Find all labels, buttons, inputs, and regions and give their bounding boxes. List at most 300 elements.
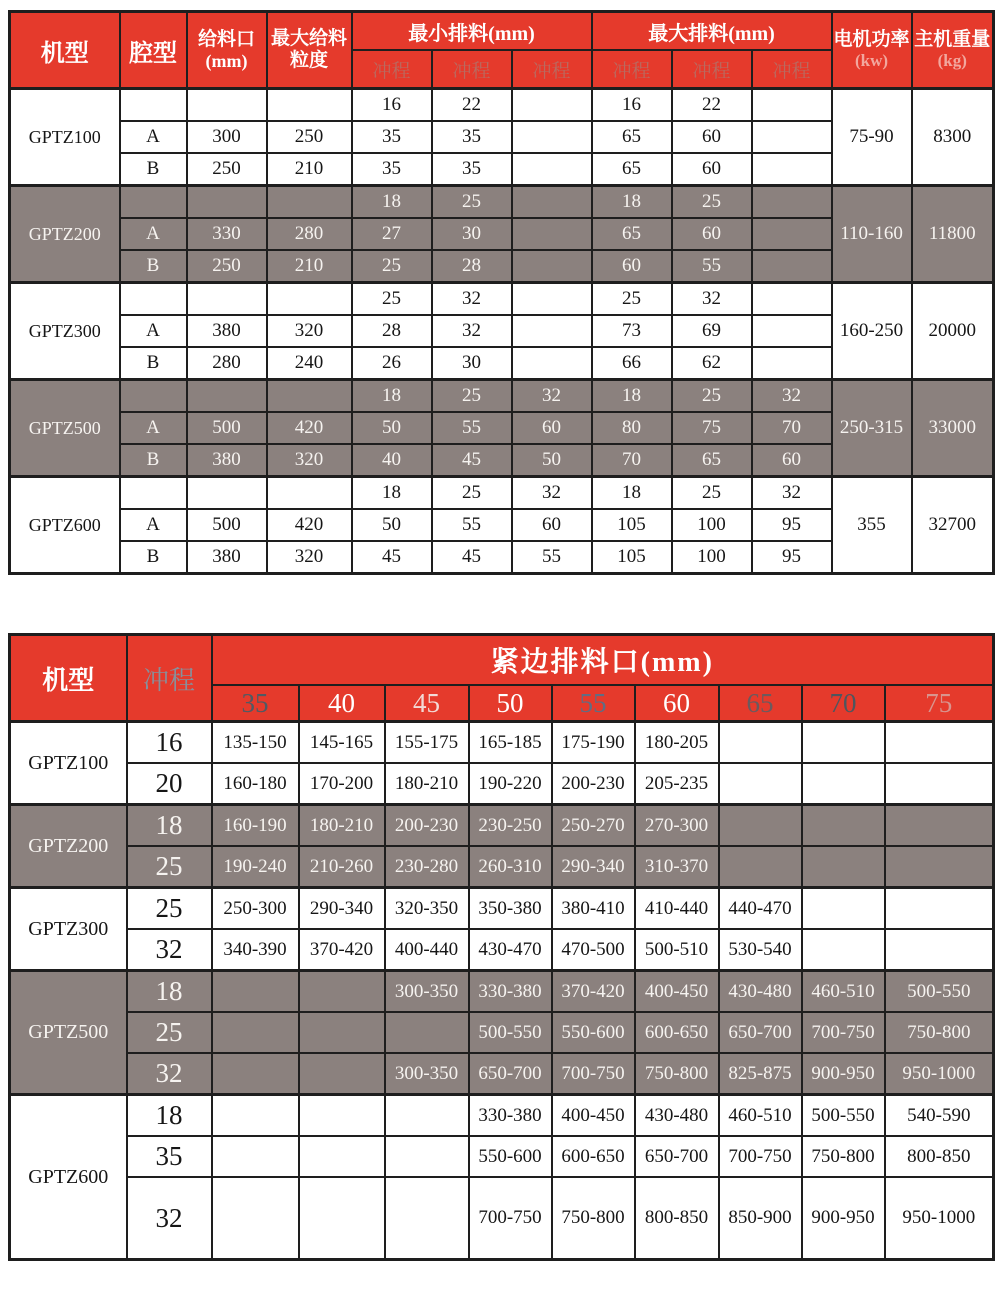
table-cell: 135-150 [212, 722, 299, 764]
table-cell [719, 846, 802, 888]
table-cell: 800-850 [635, 1177, 719, 1260]
table-cell: 55 [512, 541, 592, 574]
table-cell: 18 [352, 380, 432, 413]
table-cell [212, 1095, 299, 1137]
table-cell [512, 153, 592, 186]
main-spec-table-header [10, 12, 994, 89]
table-cell: 340-390 [212, 929, 299, 971]
header-discharge-opening-col: 50 [469, 685, 552, 722]
table-cell: 95 [752, 541, 832, 574]
table-cell [385, 1177, 469, 1260]
model-name: GPTZ600 [10, 1095, 127, 1260]
table-cell [512, 283, 592, 316]
table-row [10, 1012, 994, 1053]
table-cell: 500-550 [802, 1095, 885, 1137]
table-cell: 26 [352, 347, 432, 380]
table-cell [512, 186, 592, 219]
main-spec-table [8, 10, 995, 575]
table-cell: 750-800 [552, 1177, 635, 1260]
table-cell [187, 89, 267, 122]
table-cell: 950-1000 [885, 1177, 994, 1260]
table-cell: 380 [187, 444, 267, 477]
table-cell: 100 [672, 509, 752, 541]
motor-power-value: 160-250 [832, 283, 912, 380]
table-cell: 430-480 [719, 971, 802, 1013]
table-cell: 32 [512, 477, 592, 510]
weight-value: 32700 [912, 477, 994, 574]
table-cell: 22 [432, 89, 512, 122]
header-weight-label: 主机重量 [914, 29, 991, 51]
table-cell: 530-540 [719, 929, 802, 971]
table-cell: 650-700 [469, 1053, 552, 1095]
table-cell: 18 [592, 186, 672, 219]
table-cell: 65 [592, 153, 672, 186]
table-cell: 370-420 [299, 929, 385, 971]
table-cell [512, 250, 592, 283]
model-name: GPTZ100 [10, 89, 120, 186]
table-cell [299, 971, 385, 1013]
table-cell: 35 [432, 153, 512, 186]
stroke-value: 18 [127, 971, 212, 1013]
stroke-value: 25 [127, 846, 212, 888]
table-cell: 270-300 [635, 805, 719, 847]
table-cell [885, 722, 994, 764]
header-stroke: 冲程 [592, 50, 672, 89]
table-cell: 240 [267, 347, 352, 380]
table-cell: 250 [187, 153, 267, 186]
table-cell: 66 [592, 347, 672, 380]
table-row [10, 283, 994, 316]
table-cell: 45 [432, 444, 512, 477]
table-cell: 310-370 [635, 846, 719, 888]
table-cell: 500-550 [469, 1012, 552, 1053]
header-min-discharge-group: 最小排料(mm) [352, 12, 592, 51]
table-cell: 280 [187, 347, 267, 380]
weight-value: 33000 [912, 380, 994, 477]
table-cell [752, 218, 832, 250]
table-cell: 60 [592, 250, 672, 283]
table-cell: 330 [187, 218, 267, 250]
table-cell [752, 347, 832, 380]
weight-value: 8300 [912, 89, 994, 186]
table-cell: 55 [432, 412, 512, 444]
table-cell: 500 [187, 509, 267, 541]
table-cell: 430-480 [635, 1095, 719, 1137]
cavity-type: B [120, 153, 187, 186]
header-feed-opening-label: 给料口 [197, 28, 255, 50]
table-cell: 32 [432, 283, 512, 316]
header-max-feed-label2: 粒度 [289, 50, 328, 71]
cavity-type [120, 186, 187, 219]
table-cell: 280 [267, 218, 352, 250]
model-name: GPTZ300 [10, 283, 120, 380]
table-cell [512, 89, 592, 122]
table-cell: 200-230 [385, 805, 469, 847]
table-cell: 60 [512, 412, 592, 444]
table-separator [8, 575, 992, 633]
table-cell [752, 315, 832, 347]
header-closed-side-discharge-group: 紧边排料口(mm) [212, 635, 994, 686]
table-cell [885, 805, 994, 847]
table-cell: 900-950 [802, 1177, 885, 1260]
table-cell: 430-470 [469, 929, 552, 971]
model-name: GPTZ200 [10, 805, 127, 888]
table-cell: 160-190 [212, 805, 299, 847]
table-cell: 25 [672, 477, 752, 510]
table-cell: 55 [672, 250, 752, 283]
table-cell: 900-950 [802, 1053, 885, 1095]
table-cell: 700-750 [719, 1136, 802, 1177]
table-cell [212, 1053, 299, 1095]
header-discharge-opening-col: 60 [635, 685, 719, 722]
table-cell: 380-410 [552, 888, 635, 930]
closed-side-discharge-table [8, 633, 995, 1261]
table-row [10, 722, 994, 764]
stroke-value: 35 [127, 1136, 212, 1177]
table-cell: 32 [512, 380, 592, 413]
header-stroke: 冲程 [752, 50, 832, 89]
table-cell: 260-310 [469, 846, 552, 888]
table-cell: 75 [672, 412, 752, 444]
cavity-type: A [120, 315, 187, 347]
table-cell [752, 186, 832, 219]
table-cell [802, 722, 885, 764]
table-row [10, 888, 994, 930]
table-cell [512, 347, 592, 380]
table-cell: 65 [672, 444, 752, 477]
table-cell [512, 121, 592, 153]
table-cell: 60 [512, 509, 592, 541]
table-cell: 16 [352, 89, 432, 122]
table-cell [719, 722, 802, 764]
cavity-type [120, 477, 187, 510]
table-cell: 850-900 [719, 1177, 802, 1260]
header-discharge-opening-col: 55 [552, 685, 635, 722]
table-cell [802, 805, 885, 847]
table-cell [719, 805, 802, 847]
table-cell: 600-650 [635, 1012, 719, 1053]
table-row [10, 477, 994, 510]
table-cell: 50 [512, 444, 592, 477]
table-cell: 18 [592, 477, 672, 510]
table-cell: 180-210 [385, 763, 469, 805]
table-cell [802, 888, 885, 930]
table-cell [802, 763, 885, 805]
header-discharge-opening-col: 75 [885, 685, 994, 722]
table-cell: 32 [752, 380, 832, 413]
header-stroke: 冲程 [432, 50, 512, 89]
table-cell: 250-300 [212, 888, 299, 930]
header-stroke: 冲程 [352, 50, 432, 89]
table-cell: 18 [352, 186, 432, 219]
header-discharge-opening-col: 70 [802, 685, 885, 722]
table-cell: 420 [267, 509, 352, 541]
table-cell: 155-175 [385, 722, 469, 764]
table-cell: 80 [592, 412, 672, 444]
table-cell: 750-800 [885, 1012, 994, 1053]
table-cell: 25 [352, 250, 432, 283]
stroke-value: 25 [127, 1012, 212, 1053]
table-cell: 60 [672, 121, 752, 153]
table-cell [267, 89, 352, 122]
table-cell: 230-250 [469, 805, 552, 847]
header-motor-power-unit: (kw) [855, 51, 889, 71]
table-row [10, 1053, 994, 1095]
table-cell: 380 [187, 315, 267, 347]
table-cell: 550-600 [469, 1136, 552, 1177]
table-cell: 25 [672, 186, 752, 219]
header-stroke: 冲程 [512, 50, 592, 89]
header-motor-power [832, 12, 912, 89]
table-cell: 700-750 [552, 1053, 635, 1095]
table-cell: 410-440 [635, 888, 719, 930]
table-cell: 55 [432, 509, 512, 541]
stroke-value: 16 [127, 722, 212, 764]
table-cell: 210 [267, 153, 352, 186]
table-cell: 60 [752, 444, 832, 477]
model-name: GPTZ500 [10, 971, 127, 1095]
table-cell: 35 [352, 121, 432, 153]
table-row [10, 1177, 994, 1260]
cavity-type: A [120, 121, 187, 153]
table-cell: 290-340 [552, 846, 635, 888]
table-row [10, 929, 994, 971]
table-cell: 300 [187, 121, 267, 153]
stroke-value: 32 [127, 929, 212, 971]
table-cell: 175-190 [552, 722, 635, 764]
table-cell: 380 [187, 541, 267, 574]
table-cell: 950-1000 [885, 1053, 994, 1095]
table-cell: 105 [592, 541, 672, 574]
header-discharge-opening-col: 35 [212, 685, 299, 722]
table-cell: 170-200 [299, 763, 385, 805]
header-discharge-opening-col: 40 [299, 685, 385, 722]
cavity-type: A [120, 218, 187, 250]
table-cell [385, 1136, 469, 1177]
table-cell: 145-165 [299, 722, 385, 764]
header-weight-unit: (kg) [937, 51, 967, 71]
cavity-type: B [120, 250, 187, 283]
table-cell: 95 [752, 509, 832, 541]
weight-value: 11800 [912, 186, 994, 283]
header-discharge-opening-col: 45 [385, 685, 469, 722]
header-max-discharge-group: 最大排料(mm) [592, 12, 832, 51]
table-cell: 320-350 [385, 888, 469, 930]
table-cell: 460-510 [719, 1095, 802, 1137]
table-cell: 22 [672, 89, 752, 122]
table-cell [267, 477, 352, 510]
table-cell [512, 218, 592, 250]
model-name: GPTZ200 [10, 186, 120, 283]
table-cell: 825-875 [719, 1053, 802, 1095]
table-cell: 370-420 [552, 971, 635, 1013]
table-cell [752, 89, 832, 122]
table-cell: 320 [267, 315, 352, 347]
table-cell: 65 [592, 121, 672, 153]
table-cell: 28 [432, 250, 512, 283]
header-max-feed-label: 最大给料 [270, 28, 347, 50]
stroke-value: 32 [127, 1177, 212, 1260]
table-cell: 62 [672, 347, 752, 380]
table-row [10, 805, 994, 847]
table-cell [802, 929, 885, 971]
table-cell [187, 186, 267, 219]
table-cell: 100 [672, 541, 752, 574]
table-cell [752, 153, 832, 186]
table-cell: 60 [672, 218, 752, 250]
table-cell: 500-510 [635, 929, 719, 971]
table-cell: 440-470 [719, 888, 802, 930]
table-cell: 32 [752, 477, 832, 510]
table-row [10, 846, 994, 888]
table-cell [299, 1053, 385, 1095]
table-cell: 300-350 [385, 971, 469, 1013]
table-cell: 420 [267, 412, 352, 444]
table-cell: 25 [432, 380, 512, 413]
main-spec-table-body [10, 89, 994, 574]
table-row [10, 1136, 994, 1177]
table-cell: 250 [267, 121, 352, 153]
table-cell: 45 [432, 541, 512, 574]
table-cell: 25 [432, 186, 512, 219]
table-cell: 290-340 [299, 888, 385, 930]
table-cell: 25 [352, 283, 432, 316]
model-name: GPTZ100 [10, 722, 127, 805]
table-cell [885, 846, 994, 888]
table-cell: 300-350 [385, 1053, 469, 1095]
table-cell: 30 [432, 218, 512, 250]
table-cell: 540-590 [885, 1095, 994, 1137]
cavity-type [120, 283, 187, 316]
table-cell [885, 763, 994, 805]
table-cell [212, 1012, 299, 1053]
table-cell [267, 283, 352, 316]
table-cell: 70 [592, 444, 672, 477]
header-weight [912, 12, 994, 89]
table-cell: 165-185 [469, 722, 552, 764]
table-cell: 330-380 [469, 971, 552, 1013]
model-name: GPTZ600 [10, 477, 120, 574]
table-cell [267, 186, 352, 219]
table-cell [212, 1136, 299, 1177]
table-cell [212, 971, 299, 1013]
table-cell: 400-450 [635, 971, 719, 1013]
table-cell: 69 [672, 315, 752, 347]
table-cell [885, 888, 994, 930]
table-cell: 470-500 [552, 929, 635, 971]
table-cell: 210 [267, 250, 352, 283]
model-name: GPTZ500 [10, 380, 120, 477]
table-cell: 32 [432, 315, 512, 347]
table-cell: 35 [352, 153, 432, 186]
table-cell: 320 [267, 444, 352, 477]
cavity-type: B [120, 347, 187, 380]
table-cell [299, 1012, 385, 1053]
table-cell: 25 [432, 477, 512, 510]
table-cell: 50 [352, 412, 432, 444]
table-cell: 70 [752, 412, 832, 444]
table-cell: 35 [432, 121, 512, 153]
table-cell: 550-600 [552, 1012, 635, 1053]
table-cell: 500-550 [885, 971, 994, 1013]
weight-value: 20000 [912, 283, 994, 380]
motor-power-value: 110-160 [832, 186, 912, 283]
table-cell [299, 1177, 385, 1260]
header-feed-opening-unit: (mm) [205, 50, 248, 71]
table-cell: 330-380 [469, 1095, 552, 1137]
table-cell [187, 477, 267, 510]
cavity-type: B [120, 541, 187, 574]
table-cell: 700-750 [802, 1012, 885, 1053]
table-cell [719, 763, 802, 805]
table-cell: 210-260 [299, 846, 385, 888]
table-cell: 18 [592, 380, 672, 413]
cavity-type: A [120, 509, 187, 541]
header-motor-power-label: 电机功率 [833, 29, 910, 51]
table-row [10, 186, 994, 219]
table-cell: 25 [592, 283, 672, 316]
stroke-value: 32 [127, 1053, 212, 1095]
table-cell: 400-440 [385, 929, 469, 971]
header-feed-opening [187, 12, 267, 89]
cavity-type: A [120, 412, 187, 444]
table-cell: 28 [352, 315, 432, 347]
table-cell: 200-230 [552, 763, 635, 805]
table-cell: 400-450 [552, 1095, 635, 1137]
table-row [10, 1095, 994, 1137]
header-model: 机型 [10, 12, 120, 89]
table-cell: 180-210 [299, 805, 385, 847]
table-cell [885, 929, 994, 971]
table-cell: 105 [592, 509, 672, 541]
motor-power-value: 75-90 [832, 89, 912, 186]
table-cell: 30 [432, 347, 512, 380]
table-cell: 650-700 [635, 1136, 719, 1177]
table-row [10, 89, 994, 122]
table-row [10, 763, 994, 805]
table-cell: 25 [672, 380, 752, 413]
table-cell: 45 [352, 541, 432, 574]
table-cell: 350-380 [469, 888, 552, 930]
header-model: 机型 [10, 635, 127, 722]
table-cell: 27 [352, 218, 432, 250]
stroke-value: 20 [127, 763, 212, 805]
table-cell [752, 283, 832, 316]
table-cell: 73 [592, 315, 672, 347]
stroke-value: 25 [127, 888, 212, 930]
table-cell: 60 [672, 153, 752, 186]
stroke-value: 18 [127, 1095, 212, 1137]
header-stroke: 冲程 [672, 50, 752, 89]
table-cell [299, 1095, 385, 1137]
header-stroke: 冲程 [127, 635, 212, 722]
table-cell: 250 [187, 250, 267, 283]
table-cell: 180-205 [635, 722, 719, 764]
table-cell: 250-270 [552, 805, 635, 847]
closed-side-table-header [10, 635, 994, 722]
table-row [10, 380, 994, 413]
table-cell [187, 283, 267, 316]
table-cell [299, 1136, 385, 1177]
table-cell: 40 [352, 444, 432, 477]
table-cell: 500 [187, 412, 267, 444]
table-cell: 18 [352, 477, 432, 510]
table-cell: 700-750 [469, 1177, 552, 1260]
table-cell: 65 [592, 218, 672, 250]
table-cell: 16 [592, 89, 672, 122]
table-cell: 600-650 [552, 1136, 635, 1177]
table-cell [752, 121, 832, 153]
